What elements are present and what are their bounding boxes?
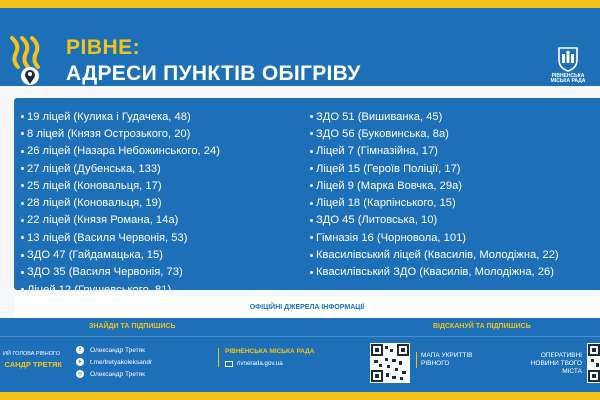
facebook-icon: f bbox=[76, 346, 84, 354]
city-council-block bbox=[218, 348, 355, 367]
social-link-text: Олександр Третяк bbox=[90, 370, 145, 378]
address-text: ЗДО 47 (Гайдамацька, 15) bbox=[27, 249, 163, 262]
official-sources-bar bbox=[14, 296, 600, 318]
address-text: ЗДО 51 (Вишиванка, 45) bbox=[316, 110, 443, 123]
address-text: Ліцей 7 (Гімназійна, 17) bbox=[316, 145, 438, 158]
social-link-text: Олександр Третяк bbox=[90, 346, 145, 354]
address-item bbox=[310, 229, 600, 246]
bullet-icon bbox=[310, 271, 313, 274]
bullet-icon bbox=[21, 132, 24, 135]
address-item bbox=[310, 160, 600, 177]
bullet-icon bbox=[21, 115, 24, 118]
addresses-list-left bbox=[21, 108, 306, 298]
addresses-panel bbox=[14, 98, 600, 296]
address-text: 27 ліцей (Дубенська, 133) bbox=[27, 162, 161, 175]
address-text: Ліцей 15 (Героїв Поліції, 17) bbox=[316, 162, 461, 175]
address-item bbox=[310, 143, 600, 160]
page-title: АДРЕСИ ПУНКТІВ ОБІГРІВУ bbox=[66, 62, 361, 85]
address-item bbox=[21, 160, 306, 177]
address-text: 22 ліцей (Князя Романа, 14а) bbox=[27, 214, 179, 227]
council-website-text: rivnerada.gov.ua bbox=[237, 360, 283, 367]
city-coat-of-arms-icon bbox=[557, 46, 579, 72]
bullet-icon bbox=[21, 184, 24, 187]
address-item bbox=[21, 264, 306, 281]
emblem-caption-line1: РІВНЕНСЬКА bbox=[551, 73, 585, 79]
city-council-emblem bbox=[548, 46, 588, 85]
address-text: 13 ліцей (Василя Червонія, 53) bbox=[27, 231, 188, 244]
address-text: ЗДО 56 (Буковинська, 8а) bbox=[316, 127, 449, 140]
bullet-icon bbox=[21, 254, 24, 257]
council-website-link[interactable] bbox=[225, 360, 355, 367]
bullet-icon bbox=[310, 219, 313, 222]
bottom-yellow-stripe bbox=[0, 392, 600, 400]
bullet-icon bbox=[310, 254, 313, 257]
address-text: Ліцей 18 (Карпінського, 15) bbox=[316, 197, 456, 210]
bullet-icon bbox=[21, 150, 24, 153]
address-text: 19 ліцей (Кулика і Гудачека, 48) bbox=[27, 110, 191, 123]
bullet-icon bbox=[310, 236, 313, 239]
footer-divider bbox=[0, 336, 600, 337]
address-item bbox=[21, 108, 306, 125]
address-item bbox=[21, 229, 306, 246]
header-banner bbox=[0, 8, 600, 86]
bullet-icon bbox=[310, 167, 313, 170]
find-and-subscribe-label: ЗНАЙДИ ТА ПІДПИШИСЬ bbox=[89, 323, 176, 330]
social-link[interactable] bbox=[76, 368, 206, 380]
bullet-icon bbox=[21, 219, 24, 222]
mayor-name: САНДР ТРЕТЯК bbox=[4, 360, 62, 369]
footer bbox=[0, 318, 600, 392]
city-title: РІВНЕ: bbox=[66, 36, 141, 59]
mayor-role: ИЙ ГОЛОВА РІВНОГО bbox=[3, 351, 60, 357]
address-item bbox=[310, 177, 600, 194]
instagram-icon: ◎ bbox=[77, 371, 83, 377]
social-link[interactable] bbox=[76, 344, 206, 356]
scan-and-subscribe-label: ВІДСКАНУЙ ТА ПІДПИШИСЬ bbox=[433, 323, 531, 330]
address-text: Ліцей 12 (Грушевського, 81) bbox=[27, 283, 172, 296]
address-text: 28 ліцей (Коновальця, 19) bbox=[27, 197, 162, 210]
bullet-icon bbox=[310, 115, 313, 118]
address-item bbox=[21, 194, 306, 211]
addresses-list-right bbox=[310, 108, 600, 281]
bullet-icon bbox=[310, 184, 313, 187]
top-yellow-stripe bbox=[0, 0, 600, 8]
city-news-qr-code[interactable] bbox=[587, 343, 600, 383]
official-sources-title: ОФІЦІЙНІ ДЖЕРЕЛА ІНФОРМАЦІЇ bbox=[249, 303, 365, 311]
bullet-icon bbox=[21, 271, 24, 274]
address-item bbox=[21, 177, 306, 194]
address-item bbox=[21, 212, 306, 229]
bullet-icon bbox=[310, 202, 313, 205]
social-link[interactable] bbox=[76, 356, 206, 368]
address-text: 8 ліцей (Князя Острозького, 20) bbox=[27, 127, 191, 140]
bullet-icon bbox=[310, 132, 313, 135]
address-item bbox=[310, 108, 600, 125]
address-item bbox=[310, 246, 600, 263]
address-text: 26 ліцей (Назара Небожинського, 24) bbox=[27, 145, 220, 158]
qr-code-icon bbox=[370, 343, 410, 383]
telegram-icon: ➤ bbox=[77, 359, 83, 365]
social-link-text: t.me/tretyakoleksandr bbox=[90, 358, 153, 366]
address-item bbox=[21, 125, 306, 142]
social-links bbox=[76, 344, 206, 380]
address-item bbox=[310, 264, 600, 281]
shelter-map-qr-code[interactable] bbox=[370, 343, 410, 383]
bullet-icon bbox=[310, 150, 313, 153]
qr-code-icon bbox=[587, 343, 600, 383]
address-text: Ліцей 9 (Марка Вовчка, 29а) bbox=[316, 179, 463, 192]
city-news-label: ОПЕРАТИВНІ НОВИНИ ТВОГО МІСТА bbox=[530, 352, 582, 376]
bullet-icon bbox=[21, 202, 24, 205]
address-text: ЗДО 35 (Василя Червонія, 73) bbox=[27, 266, 183, 279]
address-text: Гімназія 16 (Чорновола, 101) bbox=[316, 231, 467, 244]
address-text: Квасилівський ліцей (Квасилів, Молодіжна, 22) bbox=[316, 249, 559, 262]
shelter-map-label: МАПА УКРИТТІВ РІВНОГО bbox=[416, 352, 473, 368]
location-pin-icon bbox=[6, 36, 42, 90]
bullet-icon bbox=[21, 167, 24, 170]
address-text: Квасилівський ЗДО (Квасилів, Молодіжна, 26) bbox=[316, 266, 554, 279]
address-item bbox=[310, 212, 600, 229]
address-item bbox=[310, 194, 600, 211]
address-item bbox=[21, 143, 306, 160]
address-item bbox=[21, 246, 306, 263]
monitor-icon bbox=[225, 361, 233, 367]
emblem-caption-line2: МІСЬКА РАДА bbox=[550, 78, 586, 85]
address-text: 25 ліцей (Коновальця, 17) bbox=[27, 179, 162, 192]
bullet-icon bbox=[21, 288, 24, 291]
address-text: ЗДО 45 (Литовська, 10) bbox=[316, 214, 438, 227]
council-name: РІВНЕНСЬКА МІСЬКА РАДА bbox=[225, 348, 315, 355]
bullet-icon bbox=[21, 236, 24, 239]
address-item bbox=[310, 125, 600, 142]
